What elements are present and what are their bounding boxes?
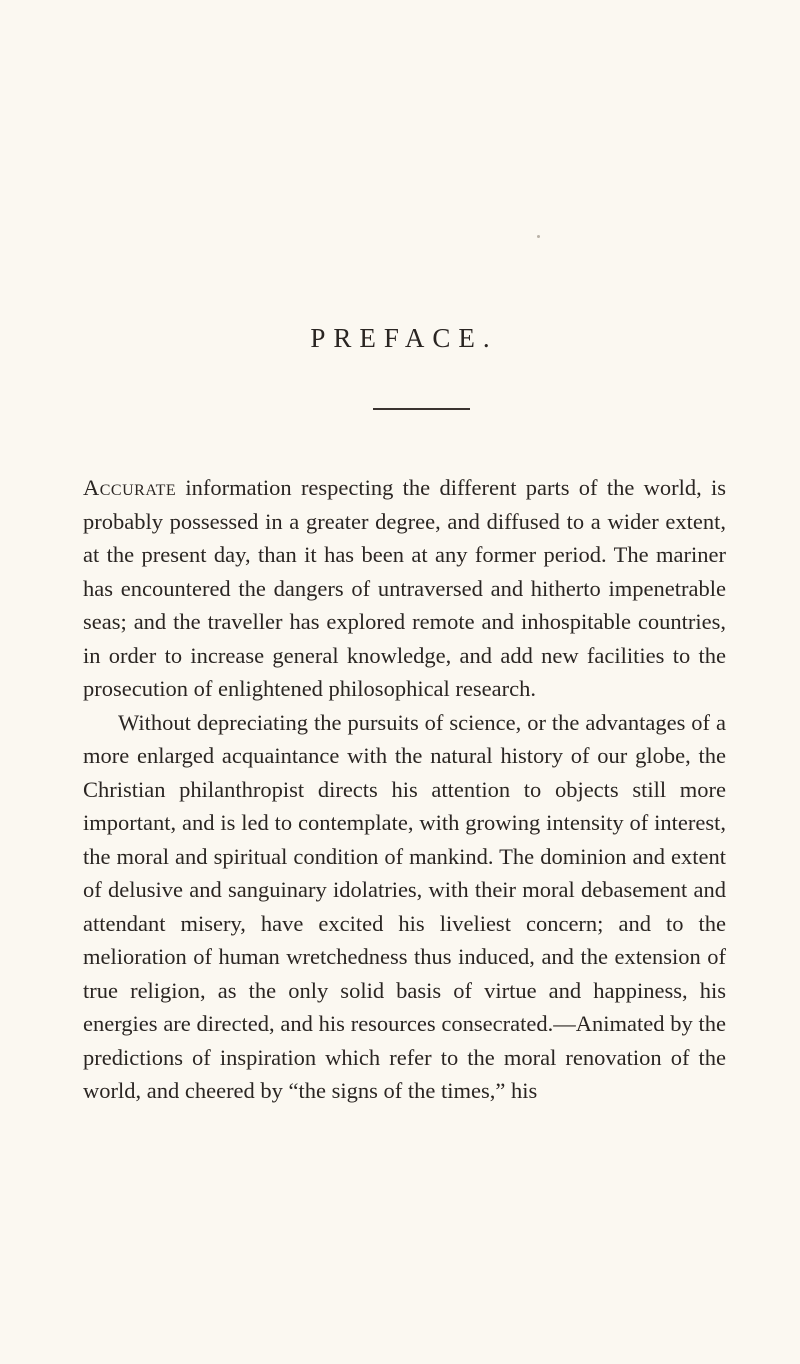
paragraph-lead-word: Accurate	[83, 475, 177, 500]
preface-body	[83, 471, 726, 1108]
paragraph-2-text: Without depreciating the pursuits of science, or the advantages of a more enlarged acquaintance with the natural history of our globe, the Christian philanthropist directs his attention to objects still more important, and is led to contemplate, with growing intensity of interest, the moral and spiritual condition of mankind. The dominion and extent of delusive and sanguinary idolatries, with their moral debasement and attendant misery, have excited his liveliest concern; and to the melioration of human wretchedness thus induced, and the extension of true religion, as the only solid basis of virtue and happiness, his energies are directed, and his resources consecrated.—Animated by the predictions of inspiration which refer to the moral renovation of the world, and cheered by “the signs of the times,” his	[83, 709, 726, 1103]
paragraph-1-text: information respecting the different parts of the world, is probably possessed in a greater degree, and diffused to a wider extent, at the present day, than it has been at any former period. The mariner has encountered the dangers of untraversed and hitherto impenetrable seas; and the traveller has explored remote and inhospitable countries, in order to increase general knowledge, and add new facilities to the prosecution of enlightened philosophical research.	[83, 475, 726, 701]
title-divider	[373, 408, 470, 410]
paragraph-1	[83, 471, 726, 706]
page-title: PREFACE.	[310, 323, 498, 353]
paper-speck	[537, 235, 540, 238]
paragraph-2	[83, 706, 726, 1108]
